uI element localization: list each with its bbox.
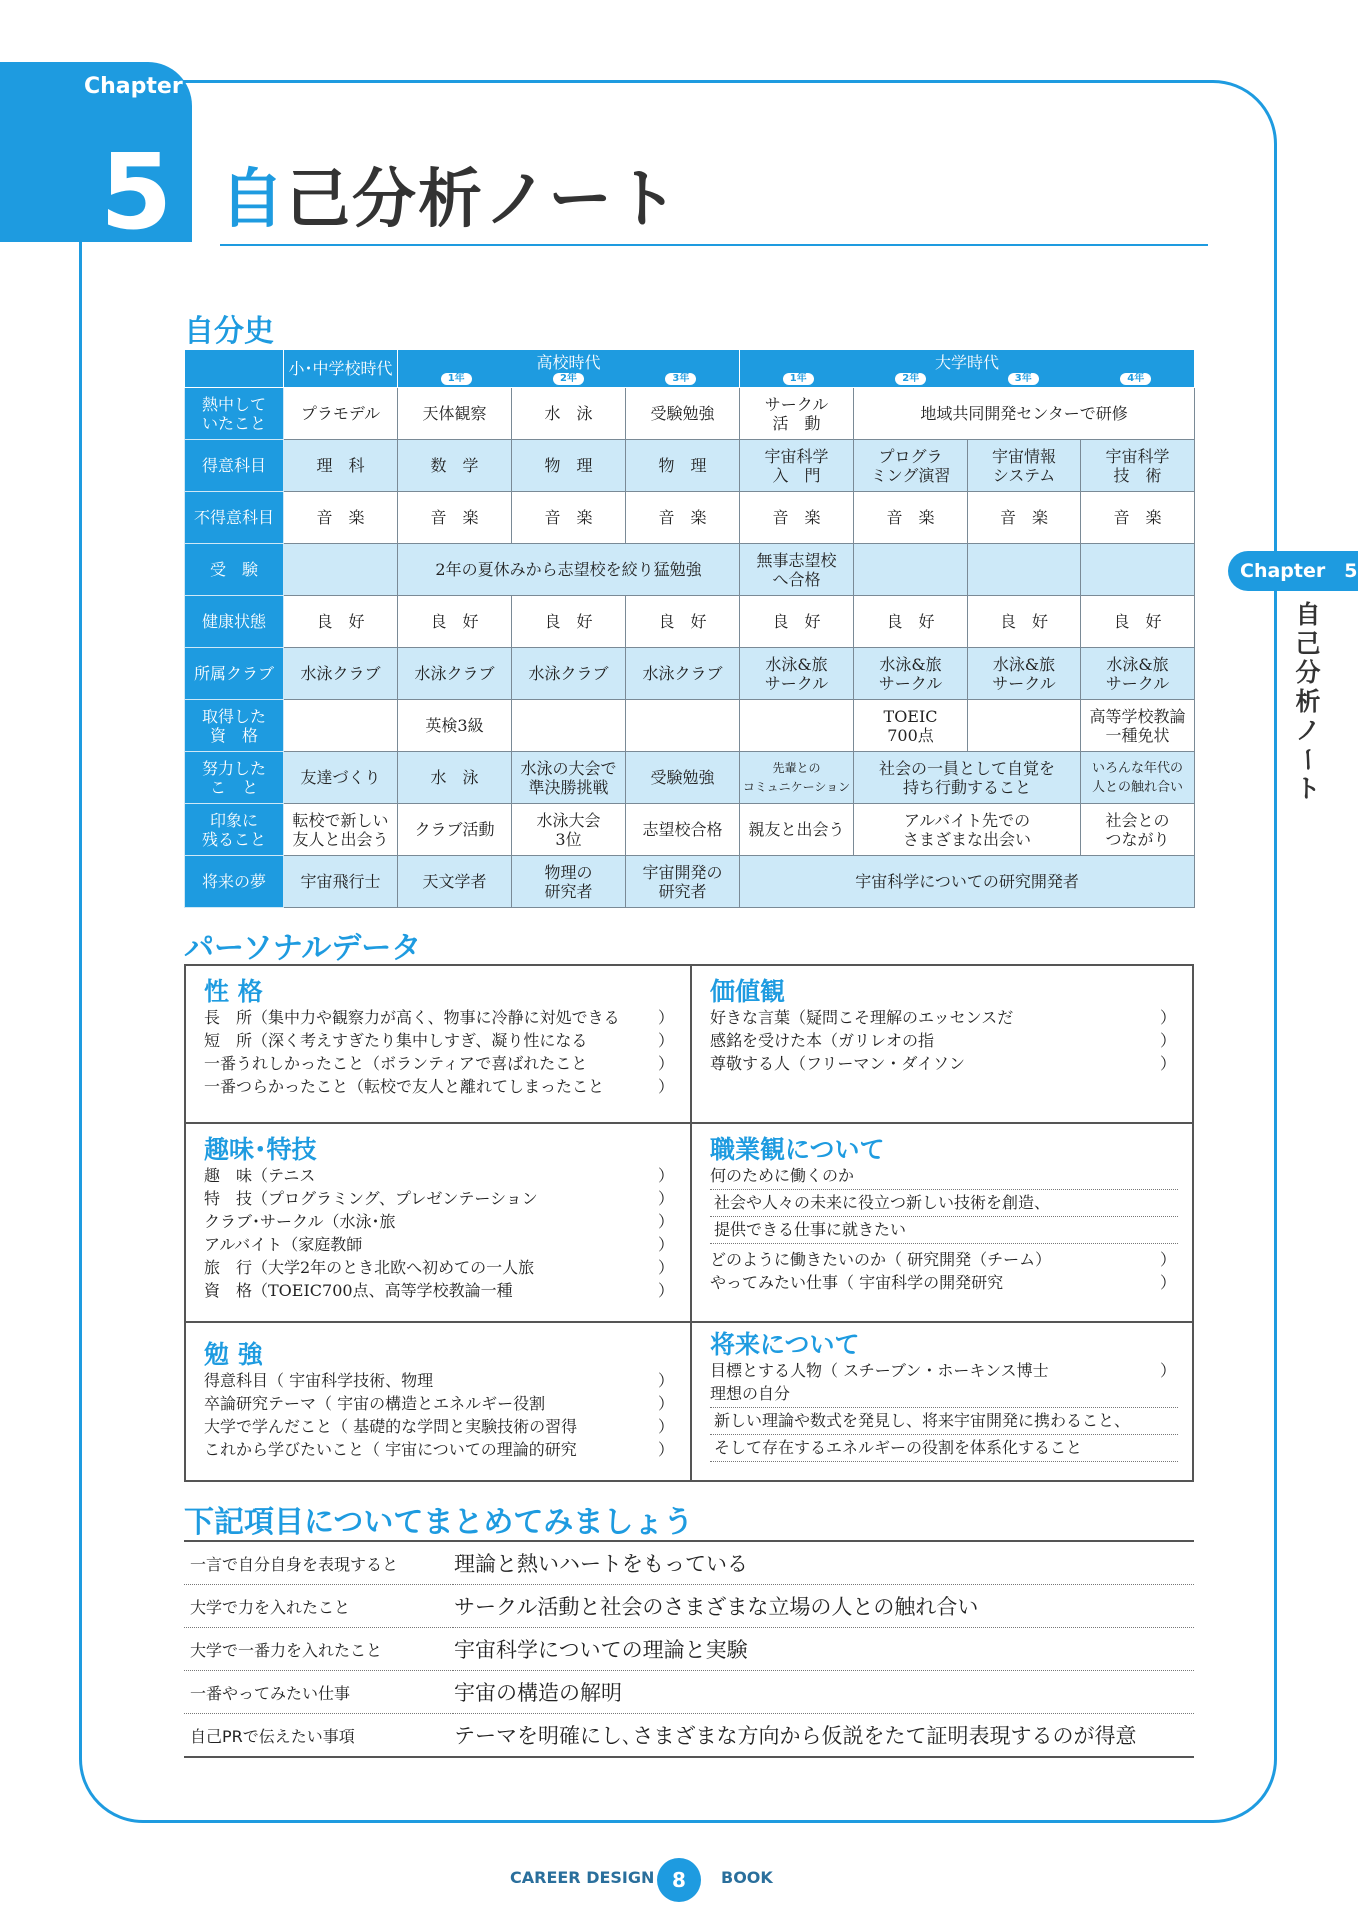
row-header: 印象に 残ること	[185, 804, 284, 856]
year-badge: 4年	[1120, 373, 1151, 385]
page-title-first-char: 自	[220, 163, 286, 237]
table-cell: 2年の夏休みから志望校を絞り猛勉強	[398, 544, 740, 596]
work-answer: 提供できる仕事に就きたい	[710, 1217, 1178, 1244]
hobby-line: 特 技（プログラミング、プレゼンテーション	[204, 1189, 538, 1208]
table-cell: 宇宙飛行士	[284, 856, 398, 908]
table-row	[185, 700, 1195, 752]
summary-key: 大学で力を入れたこと	[184, 1585, 453, 1628]
year-badge: 2年	[553, 373, 584, 385]
table-row	[185, 492, 1195, 544]
side-title-char: 析	[1295, 687, 1321, 716]
table-cell: 転校で新しい 友人と出会う	[284, 804, 398, 856]
table-cell: 数 学	[398, 440, 512, 492]
history-heading: 自分史	[184, 314, 274, 349]
close-paren: ）	[1159, 1008, 1176, 1027]
table-cell: 水泳&旅 サークル	[854, 648, 968, 700]
period-univ	[740, 350, 1195, 388]
table-header-row	[185, 350, 1195, 388]
future-box	[692, 1323, 1192, 1462]
personal-heading: パーソナルデータ	[184, 931, 422, 966]
close-paren: ）	[1159, 1054, 1176, 1073]
footer	[0, 1860, 1358, 1900]
table-cell: 社会の一員として自覚を 持ち行動すること	[854, 752, 1081, 804]
study-line: 得意科目（ 宇宙科学技術、物理	[204, 1371, 434, 1390]
table-row	[185, 856, 1195, 908]
table-cell	[1081, 544, 1195, 596]
footer-left: CAREER DESIGN	[510, 1868, 655, 1887]
study-line: これから学びたいこと（ 宇宙についての理論的研究	[204, 1440, 577, 1459]
table-row	[185, 388, 1195, 440]
table-cell	[284, 700, 398, 752]
summary-key: 自己PRで伝えたい事項	[184, 1714, 453, 1758]
table-cell: 良 好	[1081, 596, 1195, 648]
table-cell: 音 楽	[398, 492, 512, 544]
side-title-char: ノ	[1295, 716, 1321, 745]
table-cell: 良 好	[968, 596, 1081, 648]
summary-value: サークル活動と社会のさまざまな立場の人との触れ合い	[453, 1585, 1194, 1628]
chapter-number: 5	[100, 131, 173, 253]
close-paren: ）	[657, 1440, 674, 1459]
table-cell: 水泳&旅 サークル	[740, 648, 854, 700]
table-cell: 音 楽	[740, 492, 854, 544]
work-heading: 職業観について	[710, 1135, 885, 1164]
table-cell	[512, 700, 626, 752]
table-cell: 良 好	[854, 596, 968, 648]
table-cell: 天文学者	[398, 856, 512, 908]
side-chapter-tab: Chapter 5	[1228, 551, 1358, 591]
table-cell	[968, 544, 1081, 596]
table-cell: 宇宙科学についての研究開発者	[740, 856, 1195, 908]
table-row	[185, 544, 1195, 596]
future-heading: 将来について	[710, 1330, 860, 1359]
year-badge: 3年	[1008, 373, 1039, 385]
side-title-char: 自	[1295, 600, 1321, 629]
close-paren: ）	[657, 1189, 674, 1208]
row-header: 所属クラブ	[185, 648, 284, 700]
work-box	[692, 1124, 1192, 1294]
title-rule	[220, 244, 1208, 246]
summary-row	[184, 1585, 1194, 1628]
summary-row	[184, 1671, 1194, 1714]
character-line: 短 所（深く考えすぎたり集中しすぎ、凝り性になる	[204, 1031, 588, 1050]
future-line: 目標とする人物（ スチーブン・ホーキンス博士	[710, 1361, 1049, 1380]
table-cell	[854, 544, 968, 596]
work-answer: 社会や人々の未来に役立つ新しい技術を創造、	[710, 1190, 1178, 1217]
character-box	[186, 966, 690, 1098]
table-cell: サークル 活 動	[740, 388, 854, 440]
values-line: 尊敬する人（フリーマン・ダイソン	[710, 1054, 966, 1073]
hobby-line: 旅 行（大学2年のとき北欧へ初めての一人旅	[204, 1258, 535, 1277]
values-box	[692, 966, 1192, 1075]
future-answer: そして存在するエネルギーの役割を体系化すること	[710, 1435, 1178, 1462]
table-cell	[626, 700, 740, 752]
table-cell: TOEIC 700点	[854, 700, 968, 752]
values-line: 好きな言葉（疑問こそ理解のエッセンスだ	[710, 1008, 1014, 1027]
row-header: 健康状態	[185, 596, 284, 648]
year-badge: 1年	[783, 373, 814, 385]
table-cell: 友達づくり	[284, 752, 398, 804]
period-univ-label: 大学時代	[935, 352, 1000, 372]
summary-key: 一言で自分自身を表現すると	[184, 1541, 453, 1585]
row-header: 受 験	[185, 544, 284, 596]
close-paren: ）	[657, 1258, 674, 1277]
character-heading: 性 格	[204, 977, 263, 1006]
personal-data-grid	[184, 964, 1194, 1482]
period-high-label: 高校時代	[536, 352, 601, 372]
table-cell: 地域共同開発センターで研修	[854, 388, 1195, 440]
table-cell: 物 理	[512, 440, 626, 492]
table-cell: 水泳クラブ	[398, 648, 512, 700]
table-cell: 天体観察	[398, 388, 512, 440]
close-paren: ）	[657, 1281, 674, 1300]
page-title-rest: 己分析ノート	[286, 163, 681, 237]
page-title	[220, 160, 680, 240]
close-paren: ）	[657, 1077, 674, 1096]
hobby-line: クラブ･サークル（水泳･旅	[204, 1212, 396, 1231]
table-cell: 水泳&旅 サークル	[1081, 648, 1195, 700]
table-cell: 物理の 研究者	[512, 856, 626, 908]
chapter-label: Chapter	[84, 74, 183, 99]
table-cell: 先輩との コミュニケーション	[740, 752, 854, 804]
table-cell: アルバイト先での さまざまな出会い	[854, 804, 1081, 856]
work-line: どのように働きたいのか（ 研究開発（チーム）	[710, 1250, 1052, 1269]
table-row	[185, 752, 1195, 804]
summary-key: 大学で一番力を入れたこと	[184, 1628, 453, 1671]
summary-value: 宇宙科学についての理論と実験	[453, 1628, 1194, 1671]
hobby-line: アルバイト（家庭教師	[204, 1235, 363, 1254]
close-paren: ）	[657, 1166, 674, 1185]
table-cell: 水泳クラブ	[284, 648, 398, 700]
page-number: 8	[657, 1858, 701, 1902]
table-cell: 親友と出会う	[740, 804, 854, 856]
close-paren: ）	[1159, 1361, 1176, 1380]
character-line: 長 所（集中力や観察力が高く、物事に冷静に対処できる	[204, 1008, 620, 1027]
table-cell: 良 好	[284, 596, 398, 648]
table-cell: 音 楽	[968, 492, 1081, 544]
table-cell: 志望校合格	[626, 804, 740, 856]
period-high	[398, 350, 740, 388]
row-header: 熱中して いたこと	[185, 388, 284, 440]
summary-key: 一番やってみたい仕事	[184, 1671, 453, 1714]
history-table	[184, 349, 1195, 908]
table-cell: 英検3級	[398, 700, 512, 752]
table-cell: 高等学校教論 一種免状	[1081, 700, 1195, 752]
table-cell: クラブ活動	[398, 804, 512, 856]
table-cell: 水泳大会 3位	[512, 804, 626, 856]
table-cell: 宇宙科学 入 門	[740, 440, 854, 492]
year-badge: 1年	[441, 373, 472, 385]
row-header: 努力した こ と	[185, 752, 284, 804]
table-cell: 良 好	[512, 596, 626, 648]
study-line: 大学で学んだこと（ 基礎的な学問と実験技術の習得	[204, 1417, 578, 1436]
table-cell: 音 楽	[854, 492, 968, 544]
side-vertical-title	[1290, 600, 1326, 803]
hobby-box	[186, 1124, 690, 1302]
close-paren: ）	[1159, 1031, 1176, 1050]
table-cell: 理 科	[284, 440, 398, 492]
summary-table	[184, 1540, 1194, 1758]
footer-right: BOOK	[721, 1868, 773, 1887]
close-paren: ）	[657, 1008, 674, 1027]
table-cell: 宇宙情報 システム	[968, 440, 1081, 492]
work-question: 何のために働くのか	[710, 1164, 1178, 1190]
close-paren: ）	[657, 1417, 674, 1436]
close-paren: ）	[1159, 1250, 1176, 1269]
table-cell: 水泳クラブ	[512, 648, 626, 700]
table-cell: 水 泳	[512, 388, 626, 440]
study-heading: 勉 強	[204, 1340, 263, 1369]
close-paren: ）	[657, 1371, 674, 1390]
summary-row	[184, 1541, 1194, 1585]
period-elementary: 小･中学校時代	[284, 350, 398, 388]
table-cell: いろんな年代の 人との触れ合い	[1081, 752, 1195, 804]
row-header: 不得意科目	[185, 492, 284, 544]
side-title-char: ト	[1295, 774, 1321, 803]
values-heading: 価値観	[710, 977, 786, 1006]
table-cell: 音 楽	[512, 492, 626, 544]
close-paren: ）	[657, 1212, 674, 1231]
row-header: 得意科目	[185, 440, 284, 492]
year-badge: 3年	[665, 373, 696, 385]
table-row	[185, 804, 1195, 856]
close-paren: ）	[657, 1031, 674, 1050]
table-cell: 良 好	[740, 596, 854, 648]
table-cell: プログラ ミング演習	[854, 440, 968, 492]
header-corner	[185, 350, 284, 388]
table-cell: 音 楽	[284, 492, 398, 544]
close-paren: ）	[657, 1235, 674, 1254]
side-title-char: ー	[1293, 746, 1323, 772]
future-answer: 新しい理論や数式を発見し、将来宇宙開発に携わること、	[710, 1408, 1178, 1435]
row-header: 将来の夢	[185, 856, 284, 908]
table-cell: 物 理	[626, 440, 740, 492]
table-cell: 水 泳	[398, 752, 512, 804]
table-cell	[284, 544, 398, 596]
study-box	[186, 1323, 690, 1461]
hobby-line: 趣 味（テニス	[204, 1166, 316, 1185]
work-line: やってみたい仕事（ 宇宙科学の開発研究	[710, 1273, 1004, 1292]
close-paren: ）	[657, 1054, 674, 1073]
table-cell: 音 楽	[626, 492, 740, 544]
table-row	[185, 648, 1195, 700]
summary-row	[184, 1628, 1194, 1671]
summary-value: 宇宙の構造の解明	[453, 1671, 1194, 1714]
year-badge: 2年	[895, 373, 926, 385]
side-title-char: 分	[1295, 658, 1321, 687]
table-cell: 水泳クラブ	[626, 648, 740, 700]
table-cell: 良 好	[398, 596, 512, 648]
hobby-line: 資 格（TOEIC700点、高等学校教論一種	[204, 1281, 513, 1300]
table-cell: 社会との つながり	[1081, 804, 1195, 856]
future-question: 理想の自分	[710, 1382, 1178, 1408]
values-line: 感銘を受けた本（ガリレオの指	[710, 1031, 935, 1050]
summary-row	[184, 1714, 1194, 1758]
table-row	[185, 440, 1195, 492]
summary-heading: 下記項目についてまとめてみましょう	[184, 1505, 694, 1540]
table-cell: 宇宙科学 技 術	[1081, 440, 1195, 492]
table-cell: 水泳&旅 サークル	[968, 648, 1081, 700]
table-row	[185, 596, 1195, 648]
close-paren: ）	[1159, 1273, 1176, 1292]
hobby-heading: 趣味･特技	[204, 1135, 317, 1164]
table-cell: 受験勉強	[626, 752, 740, 804]
table-cell	[968, 700, 1081, 752]
table-cell: 宇宙開発の 研究者	[626, 856, 740, 908]
table-cell: プラモデル	[284, 388, 398, 440]
study-line: 卒論研究テーマ（ 宇宙の構造とエネルギー役割	[204, 1394, 546, 1413]
table-cell: 無事志望校 へ合格	[740, 544, 854, 596]
table-cell: 音 楽	[1081, 492, 1195, 544]
row-header: 取得した 資 格	[185, 700, 284, 752]
summary-value: テーマを明確にし､さまざまな方向から仮説をたて証明表現するのが得意	[453, 1714, 1194, 1758]
summary-value: 理論と熱いハートをもっている	[453, 1541, 1194, 1585]
table-cell: 受験勉強	[626, 388, 740, 440]
table-cell: 良 好	[626, 596, 740, 648]
character-line: 一番うれしかったこと（ボランティアで喜ばれたこと	[204, 1054, 588, 1073]
table-cell	[740, 700, 854, 752]
close-paren: ）	[657, 1394, 674, 1413]
table-cell: 水泳の大会で 準決勝挑戦	[512, 752, 626, 804]
character-line: 一番つらかったこと（転校で友人と離れてしまったこと	[204, 1077, 605, 1096]
side-title-char: 己	[1295, 629, 1321, 658]
